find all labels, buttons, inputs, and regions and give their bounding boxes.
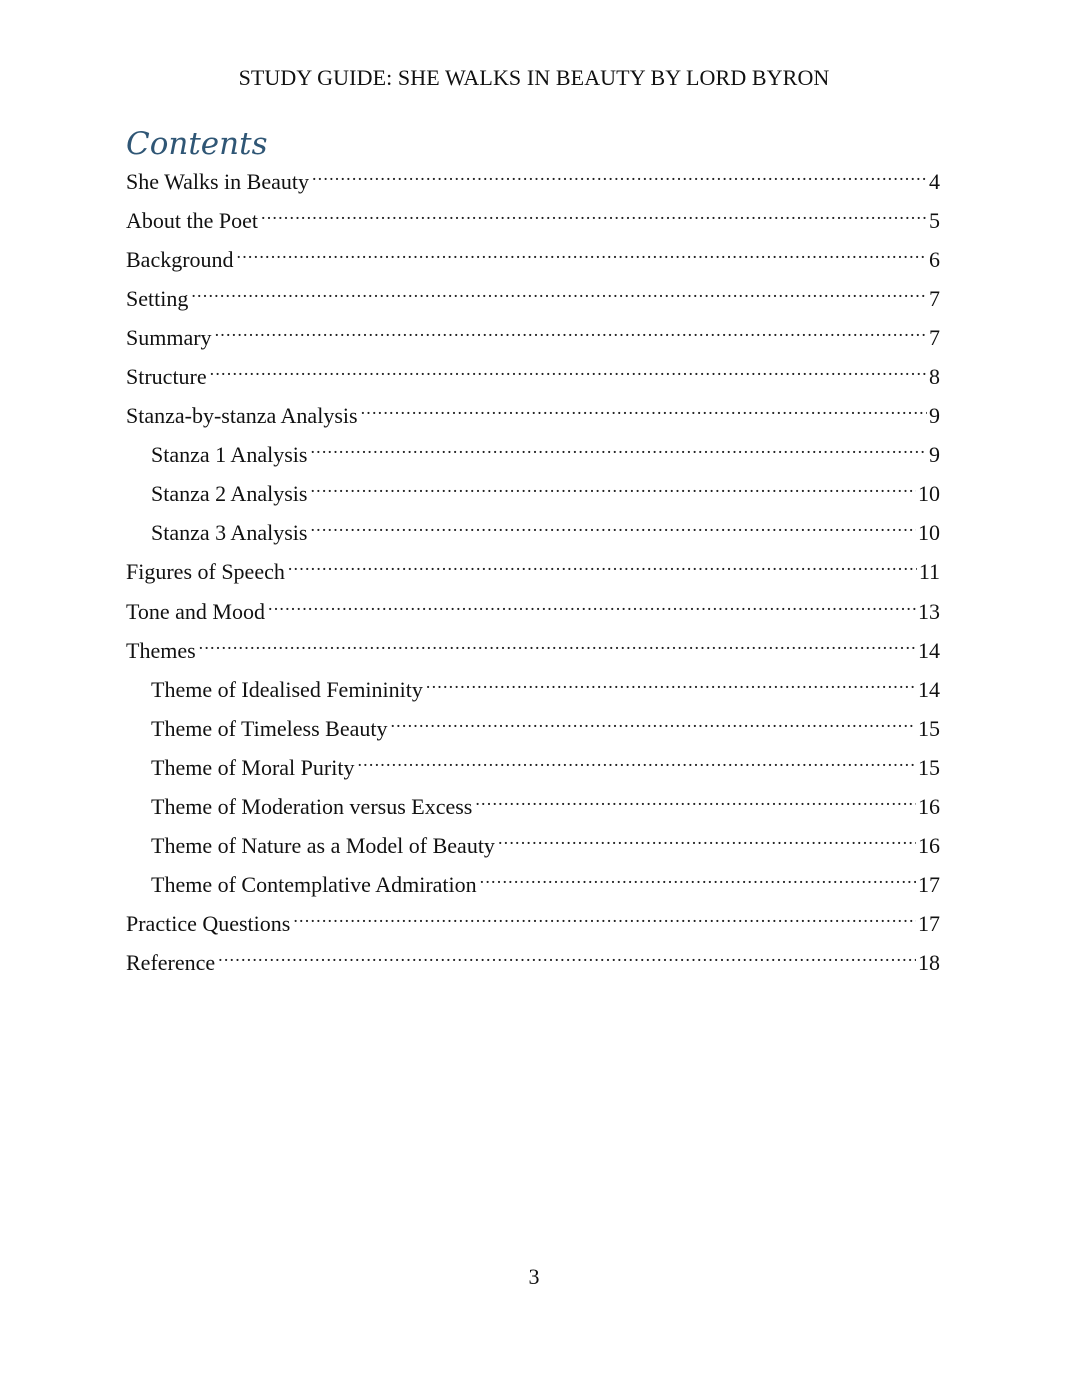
toc-dot-leader xyxy=(390,716,916,736)
toc-dot-leader xyxy=(218,950,916,970)
toc-entry-title: Practice Questions xyxy=(126,910,291,936)
toc-dot-leader xyxy=(426,677,916,697)
toc-entry-page-number: 15 xyxy=(918,754,940,780)
table-of-contents xyxy=(126,164,940,984)
toc-entry-12[interactable] xyxy=(126,594,940,633)
toc-entry-page-number: 15 xyxy=(918,715,940,741)
toc-entry-page-number: 14 xyxy=(918,676,940,702)
toc-dot-leader xyxy=(312,169,927,189)
toc-entry-page-number: 13 xyxy=(918,598,940,624)
toc-entry-page-number: 6 xyxy=(929,247,940,273)
toc-dot-leader xyxy=(199,638,916,658)
toc-entry-page-number: 9 xyxy=(929,403,940,429)
toc-entry-8[interactable] xyxy=(126,437,940,476)
toc-dot-leader xyxy=(293,911,916,931)
toc-dot-leader xyxy=(310,442,927,462)
toc-entry-6[interactable] xyxy=(126,359,940,398)
toc-entry-title: Theme of Moral Purity xyxy=(151,754,355,780)
toc-dot-leader xyxy=(261,208,927,228)
toc-dot-leader xyxy=(498,833,916,853)
toc-entry-20[interactable] xyxy=(126,906,940,945)
toc-entry-page-number: 16 xyxy=(918,832,940,858)
toc-entry-page-number: 16 xyxy=(918,793,940,819)
toc-entry-1[interactable] xyxy=(126,164,940,203)
toc-entry-page-number: 18 xyxy=(918,949,940,975)
toc-entry-title: Figures of Speech xyxy=(126,559,285,585)
toc-entry-17[interactable] xyxy=(126,789,940,828)
toc-entry-7[interactable] xyxy=(126,398,940,437)
toc-entry-14[interactable] xyxy=(126,672,940,711)
toc-dot-leader xyxy=(480,872,916,892)
toc-entry-title: Theme of Contemplative Admiration xyxy=(151,871,477,897)
toc-dot-leader xyxy=(310,481,916,501)
toc-entry-title: She Walks in Beauty xyxy=(126,169,309,194)
toc-entry-title: Reference xyxy=(126,949,216,975)
toc-entry-title: Theme of Idealised Femininity xyxy=(151,676,423,702)
toc-dot-leader xyxy=(475,794,916,814)
toc-entry-title: Structure xyxy=(126,364,207,390)
toc-entry-9[interactable] xyxy=(126,476,940,515)
toc-entry-page-number: 14 xyxy=(918,637,940,663)
toc-dot-leader xyxy=(361,403,927,423)
toc-entry-title: About the Poet xyxy=(126,208,258,234)
toc-entry-21[interactable] xyxy=(126,945,940,984)
toc-dot-leader xyxy=(210,364,927,384)
page-number: 3 xyxy=(528,1264,540,1289)
toc-dot-leader xyxy=(288,559,917,579)
toc-entry-title: Setting xyxy=(126,286,189,312)
toc-entry-title: Stanza-by-stanza Analysis xyxy=(126,403,358,429)
toc-entry-title: Summary xyxy=(126,325,212,351)
toc-entry-2[interactable] xyxy=(126,203,940,242)
toc-entry-4[interactable] xyxy=(126,281,940,320)
toc-dot-leader xyxy=(268,599,916,619)
toc-entry-title: Stanza 2 Analysis xyxy=(151,481,308,507)
toc-dot-leader xyxy=(215,325,927,345)
toc-entry-page-number: 4 xyxy=(929,169,940,194)
toc-dot-leader xyxy=(310,520,916,540)
toc-entry-page-number: 17 xyxy=(918,871,940,897)
toc-entry-page-number: 10 xyxy=(918,520,940,546)
toc-entry-19[interactable] xyxy=(126,867,940,906)
toc-entry-title: Stanza 3 Analysis xyxy=(151,520,308,546)
toc-dot-leader xyxy=(191,286,927,306)
toc-entry-page-number: 7 xyxy=(929,286,940,312)
toc-entry-title: Theme of Timeless Beauty xyxy=(151,715,388,741)
toc-entry-page-number: 11 xyxy=(918,559,940,585)
toc-entry-15[interactable] xyxy=(126,711,940,750)
toc-entry-18[interactable] xyxy=(126,828,940,867)
toc-entry-page-number: 10 xyxy=(918,481,940,507)
toc-dot-leader xyxy=(237,247,927,267)
toc-entry-5[interactable] xyxy=(126,320,940,359)
toc-entry-page-number: 5 xyxy=(929,208,940,234)
toc-entry-11[interactable] xyxy=(126,554,940,593)
toc-entry-page-number: 7 xyxy=(929,325,940,351)
toc-heading: Contents xyxy=(126,126,268,162)
toc-entry-page-number: 9 xyxy=(929,442,940,468)
toc-entry-13[interactable] xyxy=(126,633,940,672)
toc-entry-page-number: 17 xyxy=(918,910,940,936)
toc-entry-title: Background xyxy=(126,247,234,273)
toc-entry-page-number: 8 xyxy=(929,364,940,390)
toc-entry-title: Themes xyxy=(126,637,196,663)
toc-entry-10[interactable] xyxy=(126,515,940,554)
toc-entry-3[interactable] xyxy=(126,242,940,281)
toc-dot-leader xyxy=(357,755,916,775)
toc-entry-title: Theme of Nature as a Model of Beauty xyxy=(151,832,495,858)
running-header: STUDY GUIDE: SHE WALKS IN BEAUTY BY LORD BYRON xyxy=(238,65,830,90)
toc-entry-title: Tone and Mood xyxy=(126,598,265,624)
toc-entry-title: Theme of Moderation versus Excess xyxy=(151,793,473,819)
toc-entry-title: Stanza 1 Analysis xyxy=(151,442,308,468)
toc-entry-16[interactable] xyxy=(126,750,940,789)
